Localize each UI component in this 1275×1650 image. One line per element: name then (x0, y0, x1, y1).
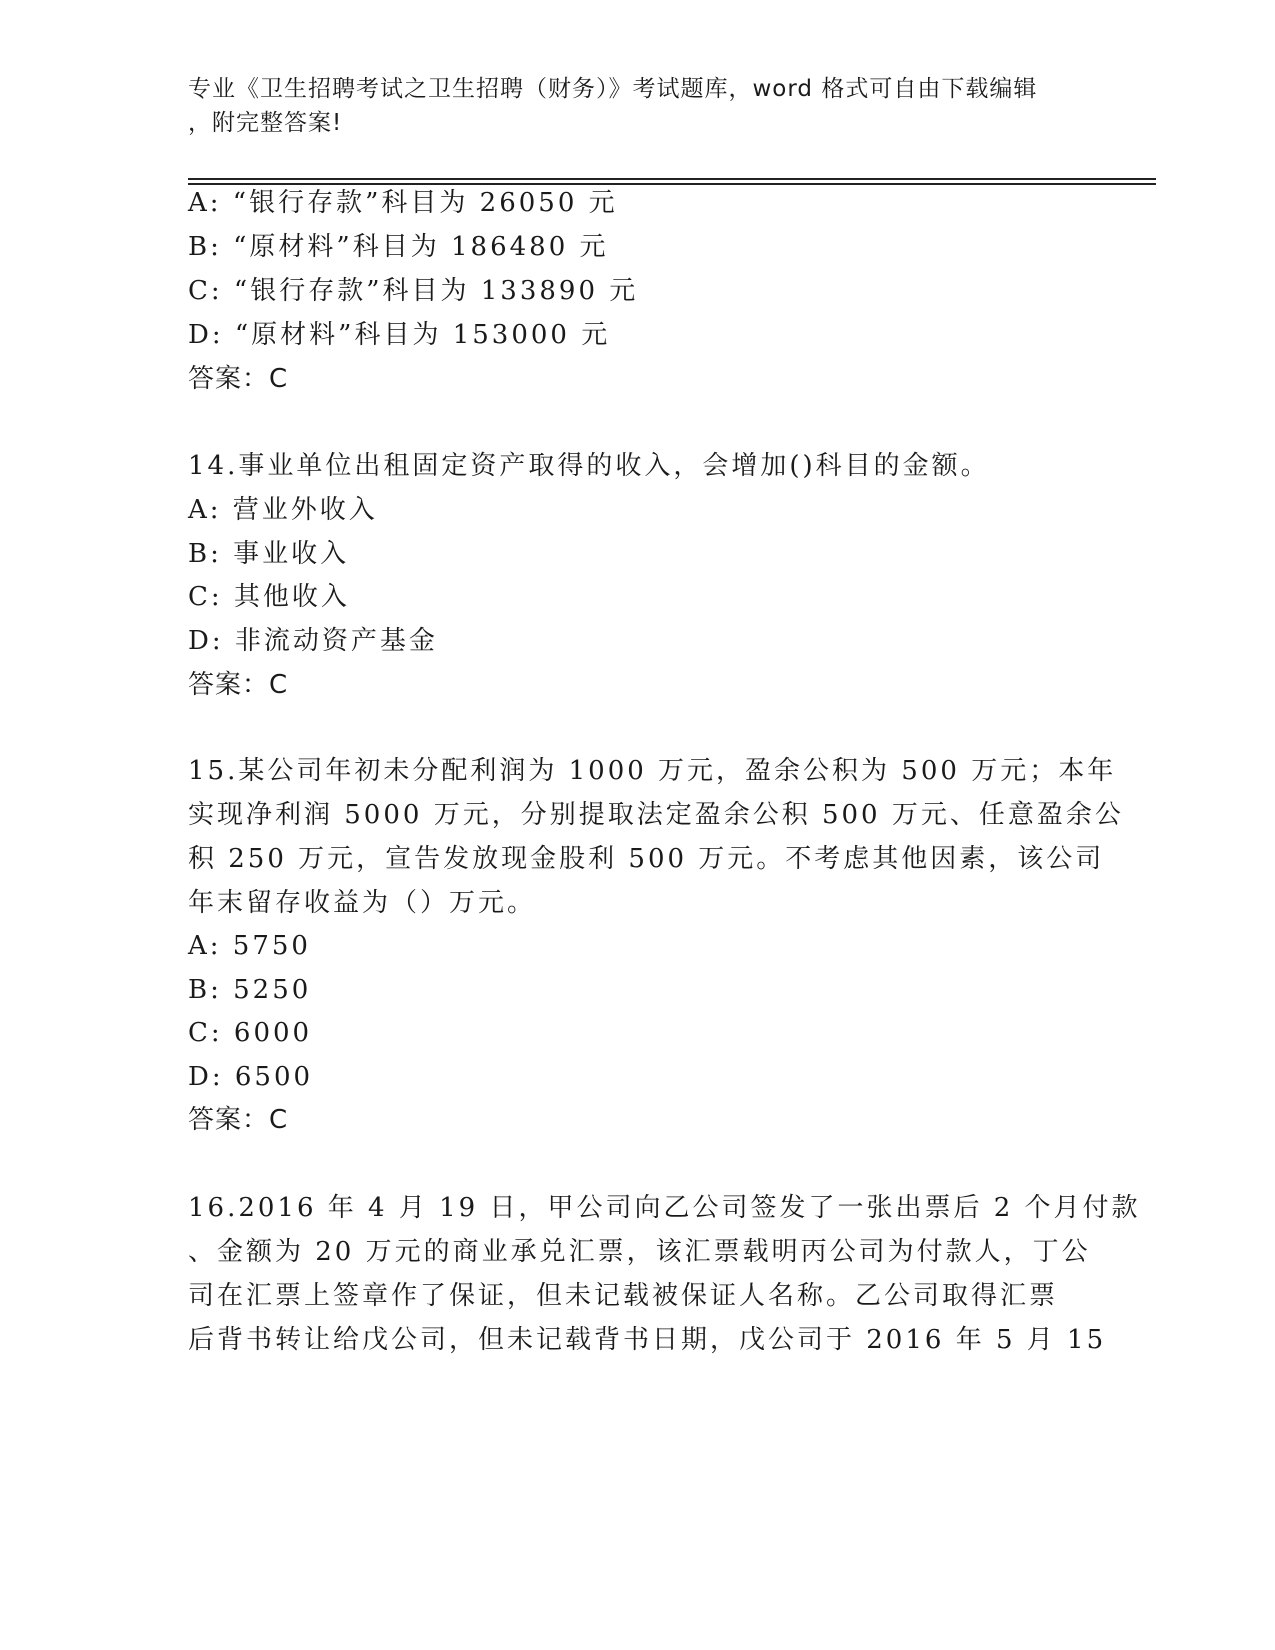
q16-stem-line-3: 司在汇票上签章作了保证，但未记载被保证人名称。乙公司取得汇票 (188, 1281, 1059, 1311)
q13-option-d: D: “原材料”科目为 153000 元 (188, 320, 611, 350)
q14-answer: 答案：C (188, 670, 289, 700)
document-header (188, 72, 1078, 140)
q15-option-b: B: 5250 (188, 975, 312, 1005)
q14-option-b: B: 事业收入 (188, 539, 350, 569)
q16-stem-line-2: 、金额为 20 万元的商业承兑汇票，该汇票载明丙公司为付款人，丁公 (188, 1237, 1091, 1267)
q14-option-c: C: 其他收入 (188, 582, 350, 612)
header-divider-bottom (188, 183, 1156, 185)
q16-stem-line-1: 16.2016 年 4 月 19 日，甲公司向乙公司签发了一张出票后 2 个月付款 (188, 1193, 1141, 1223)
header-line-2: ，附完整答案! (188, 110, 343, 136)
q15-option-c: C: 6000 (188, 1018, 313, 1048)
q13-option-b: B: “原材料”科目为 186480 元 (188, 232, 609, 262)
q14-stem: 14.事业单位出租固定资产取得的收入，会增加()科目的金额。 (188, 451, 990, 481)
q15-stem-line-2: 实现净利润 5000 万元，分别提取法定盈余公积 500 万元、任意盈余公 (188, 800, 1124, 830)
header-line-1: 专业《卫生招聘考试之卫生招聘（财务）》考试题库，word 格式可自由下载编辑 (188, 76, 1038, 102)
q15-answer: 答案：C (188, 1105, 289, 1135)
q14-option-a: A: 营业外收入 (188, 495, 378, 525)
header-divider-top (188, 178, 1156, 180)
q13-option-c: C: “银行存款”科目为 133890 元 (188, 276, 639, 306)
q15-stem-line-1: 15.某公司年初未分配利润为 1000 万元，盈余公积为 500 万元；本年 (188, 756, 1117, 786)
q15-stem-line-3: 积 250 万元，宣告发放现金股利 500 万元。不考虑其他因素，该公司 (188, 844, 1105, 874)
q15-option-d: D: 6500 (188, 1062, 314, 1092)
q13-option-a: A: “银行存款”科目为 26050 元 (188, 188, 618, 218)
q16-stem-line-4: 后背书转让给戊公司，但未记载背书日期，戊公司于 2016 年 5 月 15 (188, 1325, 1107, 1355)
q15-stem-line-4: 年末留存收益为（）万元。 (188, 888, 537, 918)
q15-option-a: A: 5750 (188, 931, 311, 961)
q13-answer: 答案：C (188, 364, 289, 394)
q14-option-d: D: 非流动资产基金 (188, 626, 438, 656)
